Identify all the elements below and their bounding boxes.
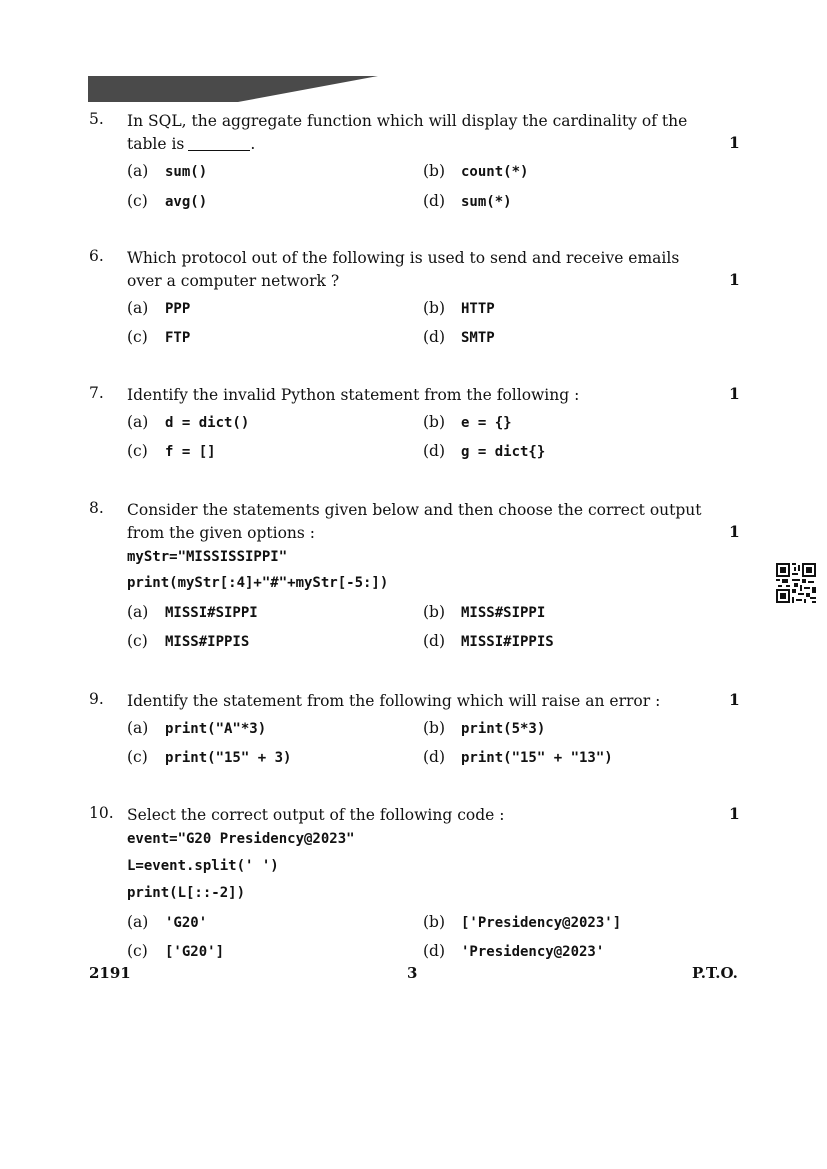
option-label: (d) — [423, 942, 446, 960]
option-value: g = dict{} — [461, 444, 546, 460]
option-c — [127, 328, 190, 346]
code-line: myStr="MISSISSIPPI" — [127, 549, 288, 565]
option-a — [127, 413, 249, 431]
option-label: (c) — [127, 942, 148, 960]
option-d — [423, 748, 613, 766]
option-value: ['G20'] — [165, 944, 225, 960]
option-value: 'Presidency@2023' — [461, 944, 605, 960]
option-value: FTP — [165, 330, 191, 346]
option-value: MISSI#SIPPI — [165, 605, 258, 621]
option-a — [127, 162, 207, 180]
option-label: (b) — [423, 913, 446, 931]
option-label: (d) — [423, 442, 446, 460]
code-line: print(L[::-2]) — [127, 885, 246, 901]
qr-code-icon — [776, 563, 816, 603]
question-text-suffix: . — [250, 135, 256, 153]
option-label: (a) — [127, 603, 149, 621]
question-text-main: In SQL, the aggregate function which will display the cardinality of the table is — [127, 112, 688, 153]
option-b — [423, 603, 545, 621]
option-label: (c) — [127, 632, 148, 650]
option-label: (d) — [423, 328, 446, 346]
option-label: (a) — [127, 162, 149, 180]
option-b — [423, 299, 495, 317]
option-c — [127, 442, 216, 460]
option-label: (d) — [423, 632, 446, 650]
option-label: (a) — [127, 413, 149, 431]
option-value: MISSI#IPPIS — [461, 634, 554, 650]
option-value: f = [] — [165, 444, 216, 460]
option-label: (c) — [127, 748, 148, 766]
option-c — [127, 192, 207, 210]
question-number: 7. — [89, 384, 104, 402]
question-text — [127, 110, 707, 156]
code-line: event="G20 Presidency@2023" — [127, 831, 355, 847]
option-value: e = {} — [461, 415, 512, 431]
option-label: (b) — [423, 413, 446, 431]
marks: 1 — [729, 133, 740, 152]
option-value: 'G20' — [165, 915, 208, 931]
marks: 1 — [729, 690, 740, 709]
code-line: print(myStr[:4]+"#"+myStr[-5:]) — [127, 575, 389, 591]
question-text: Identify the statement from the following which will raise an error : — [127, 692, 661, 710]
option-label: (b) — [423, 299, 446, 317]
option-c — [127, 632, 249, 650]
option-value: print("15" + "13") — [461, 750, 613, 766]
option-value: HTTP — [461, 301, 495, 317]
option-label: (b) — [423, 162, 446, 180]
option-d — [423, 328, 495, 346]
option-a — [127, 299, 190, 317]
option-d — [423, 192, 512, 210]
option-b — [423, 913, 621, 931]
option-value: d = dict() — [165, 415, 250, 431]
option-label: (c) — [127, 442, 148, 460]
question-text: Identify the invalid Python statement from the following : — [127, 386, 580, 404]
option-label: (c) — [127, 192, 148, 210]
option-c — [127, 942, 224, 960]
option-label: (b) — [423, 603, 446, 621]
option-d — [423, 942, 604, 960]
option-label: (a) — [127, 913, 149, 931]
option-label: (b) — [423, 719, 446, 737]
answer-blank — [188, 150, 250, 151]
option-value: print(5*3) — [461, 721, 546, 737]
marks: 1 — [729, 384, 740, 403]
option-value: sum() — [165, 164, 208, 180]
option-d — [423, 632, 554, 650]
option-value: ['Presidency@2023'] — [461, 915, 622, 931]
option-d — [423, 442, 545, 460]
option-label: (c) — [127, 328, 148, 346]
option-value: print("A"*3) — [165, 721, 267, 737]
option-b — [423, 719, 545, 737]
question-number: 10. — [89, 804, 114, 822]
please-turn-over: P.T.O. — [692, 964, 738, 982]
question-number: 8. — [89, 499, 104, 517]
marks: 1 — [729, 522, 740, 541]
question-text: Select the correct output of the following code : — [127, 806, 505, 824]
option-value: sum(*) — [461, 194, 512, 210]
option-value: PPP — [165, 301, 191, 317]
option-value: SMTP — [461, 330, 495, 346]
option-value: count(*) — [461, 164, 529, 180]
question-number: 5. — [89, 110, 104, 128]
option-a — [127, 719, 266, 737]
option-value: MISS#IPPIS — [165, 634, 250, 650]
question-text: Consider the statements given below and then choose the correct output from the given options : — [127, 501, 702, 542]
question-number: 9. — [89, 690, 104, 708]
option-c — [127, 748, 291, 766]
option-value: MISS#SIPPI — [461, 605, 546, 621]
header-bar — [88, 76, 378, 102]
marks: 1 — [729, 270, 740, 289]
option-b — [423, 162, 528, 180]
option-a — [127, 913, 207, 931]
question-text: Which protocol out of the following is used to send and receive emails over a computer network ? — [127, 249, 680, 290]
option-label: (d) — [423, 748, 446, 766]
code-line: L=event.split(' ') — [127, 858, 279, 874]
marks: 1 — [729, 804, 740, 823]
page-number: 3 — [407, 964, 418, 982]
option-b — [423, 413, 512, 431]
question-number: 6. — [89, 247, 104, 265]
option-label: (a) — [127, 719, 149, 737]
option-value: avg() — [165, 194, 208, 210]
paper-code: 2191 — [89, 964, 131, 982]
option-label: (a) — [127, 299, 149, 317]
option-a — [127, 603, 258, 621]
option-value: print("15" + 3) — [165, 750, 292, 766]
option-label: (d) — [423, 192, 446, 210]
